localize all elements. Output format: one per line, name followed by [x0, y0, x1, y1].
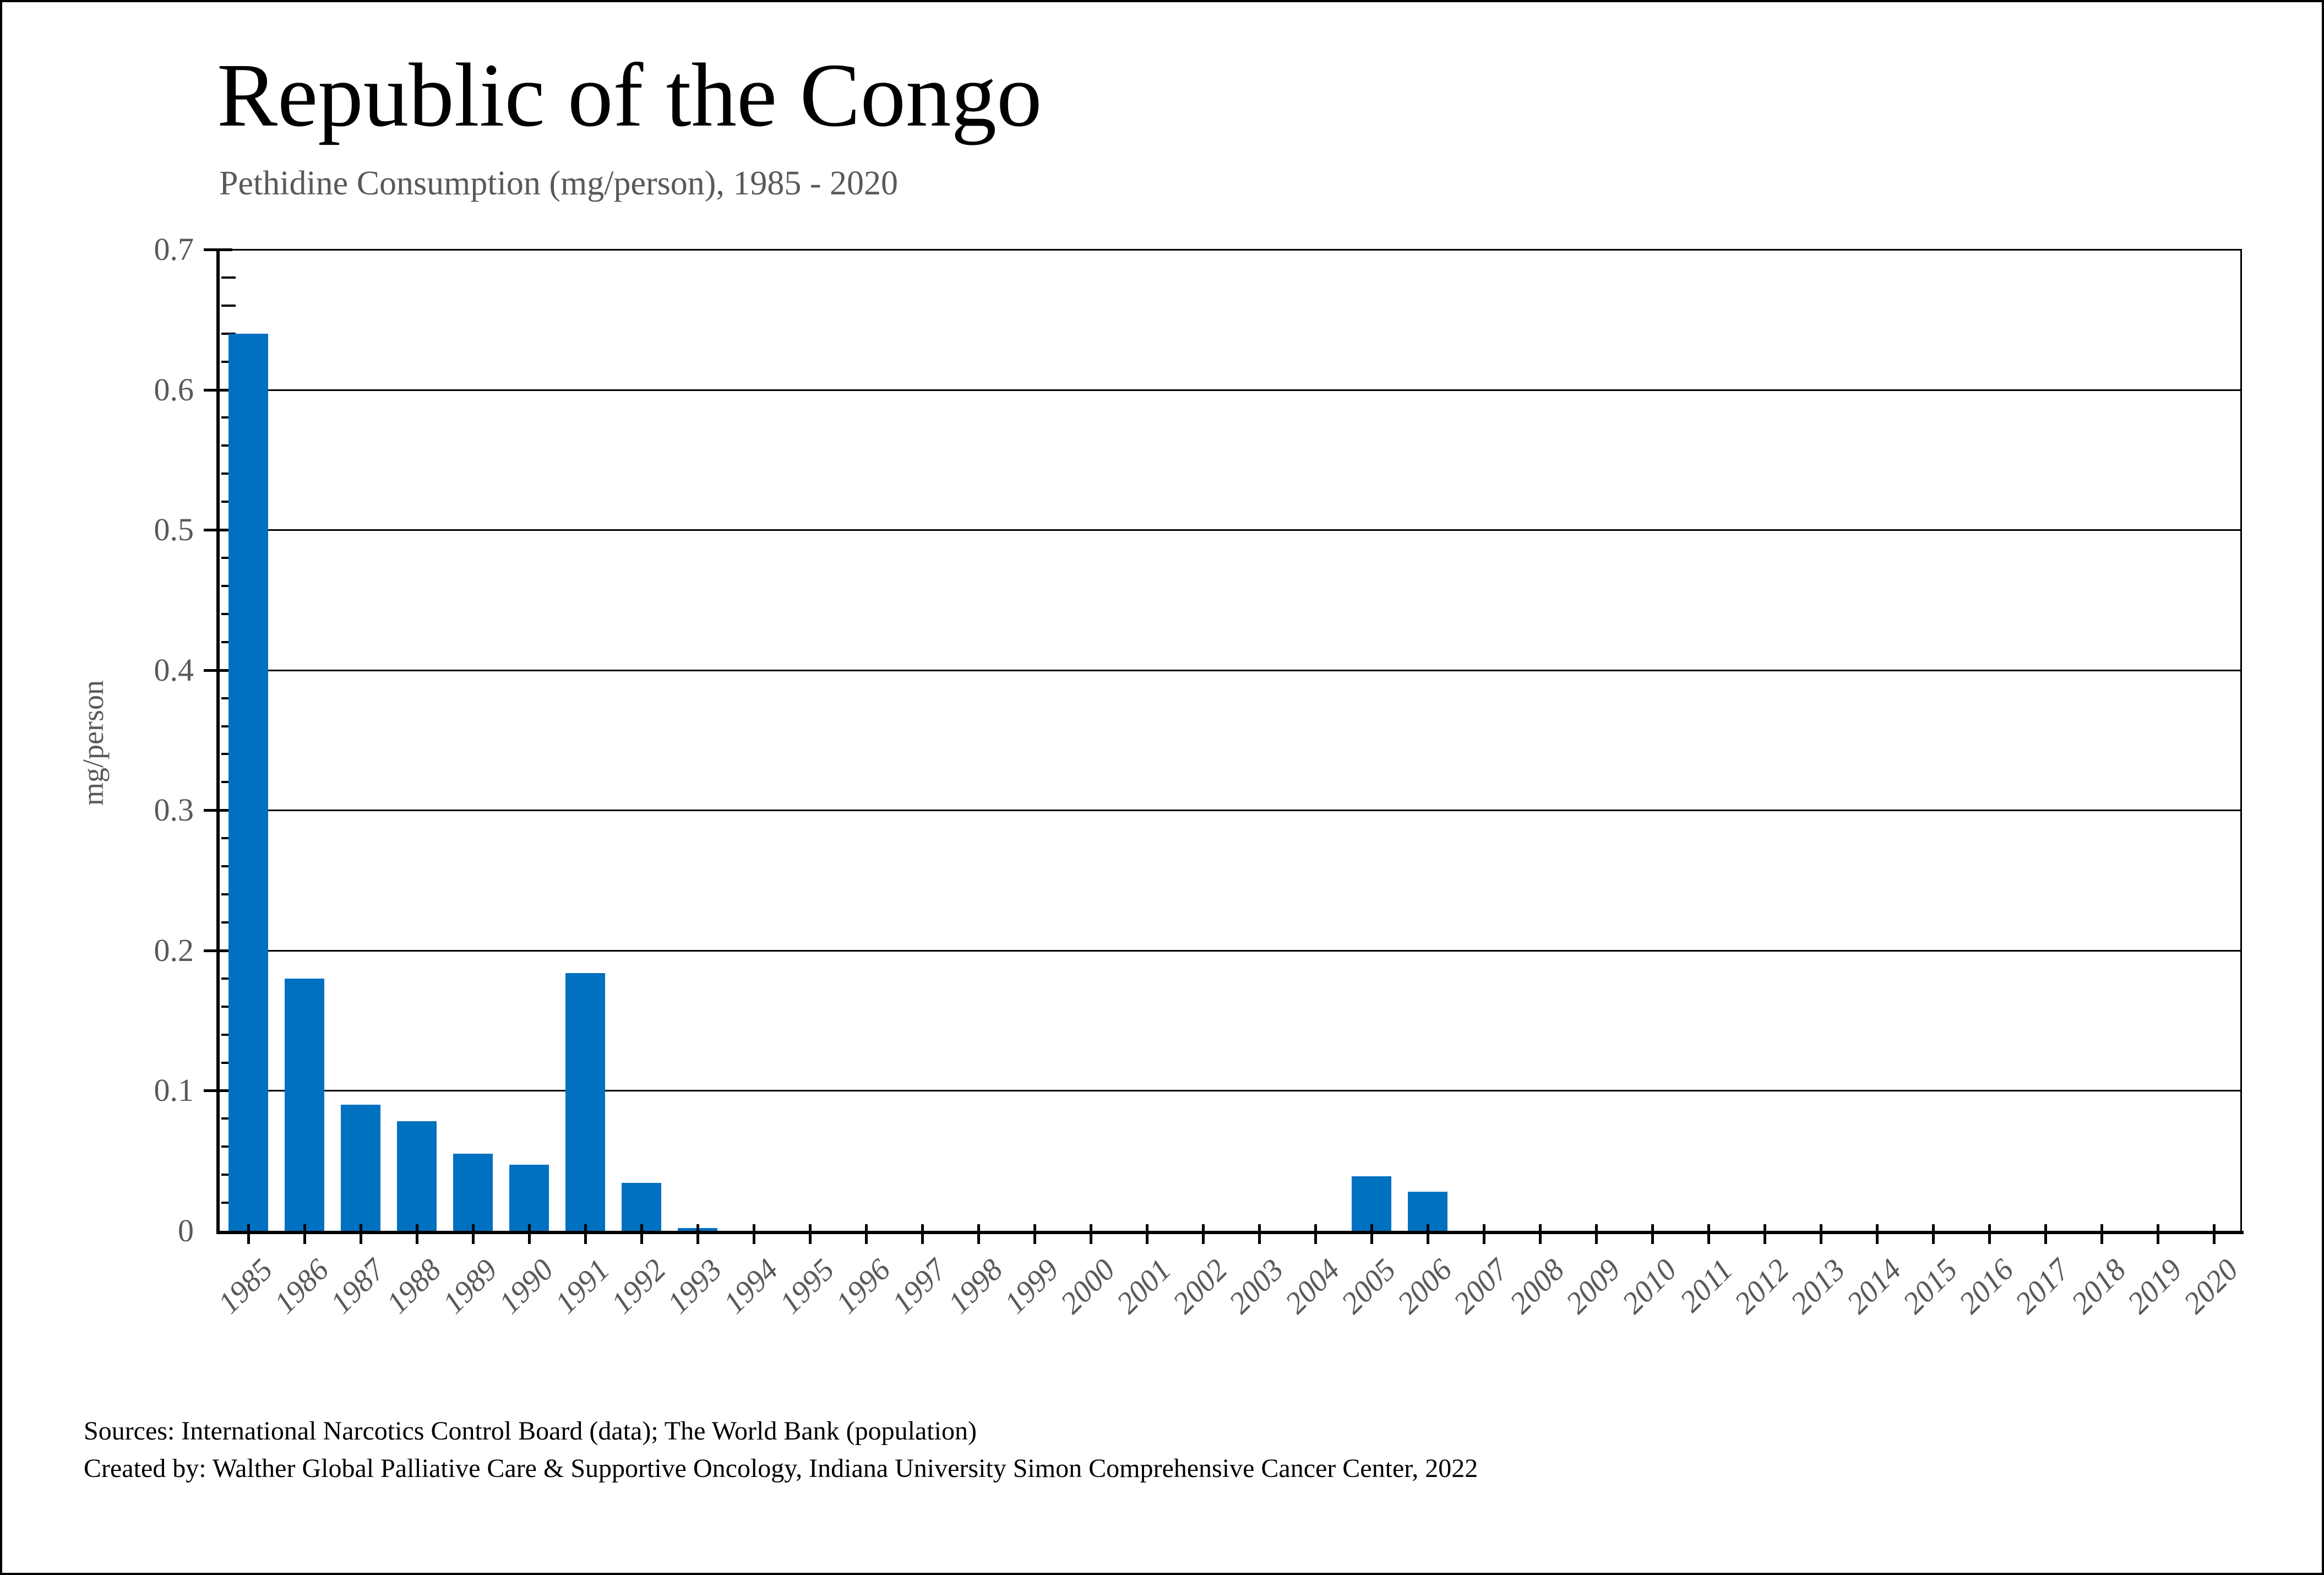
x-tick-2002	[1202, 1224, 1205, 1244]
bar-1986	[285, 979, 324, 1231]
x-tick-label-1997: 1997	[885, 1252, 954, 1321]
bar-1992	[622, 1183, 661, 1231]
x-tick-2016	[1988, 1224, 1991, 1244]
x-tick-label-2017: 2017	[2009, 1252, 2077, 1321]
chart-subtitle: Pethidine Consumption (mg/person), 1985 - 2020	[219, 165, 899, 202]
bar-1990	[509, 1165, 549, 1231]
x-tick-label-2009: 2009	[1559, 1252, 1628, 1321]
x-tick-2017	[2044, 1224, 2047, 1244]
x-tick-2014	[1876, 1224, 1879, 1244]
x-tick-label-2005: 2005	[1335, 1252, 1403, 1321]
x-tick-label-2007: 2007	[1447, 1252, 1515, 1321]
x-tick-2007	[1483, 1224, 1485, 1244]
x-tick-1997	[921, 1224, 924, 1244]
x-tick-2012	[1764, 1224, 1766, 1244]
x-tick-1989	[472, 1224, 475, 1244]
y-tick-label-0.2: 0.2	[154, 932, 194, 968]
x-tick-2018	[2100, 1224, 2103, 1244]
x-tick-2010	[1651, 1224, 1654, 1244]
x-tick-label-1987: 1987	[324, 1252, 392, 1321]
x-tick-2004	[1314, 1224, 1317, 1244]
bar-1987	[341, 1105, 380, 1231]
x-tick-label-1985: 1985	[211, 1252, 280, 1321]
x-tick-label-2012: 2012	[1728, 1252, 1796, 1321]
x-tick-1993	[696, 1224, 699, 1244]
x-tick-2005	[1370, 1224, 1373, 1244]
x-tick-1992	[640, 1224, 643, 1244]
y-tick-label-0.6: 0.6	[154, 371, 194, 408]
x-tick-label-1991: 1991	[548, 1252, 617, 1321]
gridline-0.3	[218, 810, 2242, 811]
x-tick-label-2018: 2018	[2065, 1252, 2133, 1321]
bar-1991	[565, 973, 605, 1231]
x-tick-label-2004: 2004	[1278, 1252, 1347, 1321]
x-tick-label-1994: 1994	[717, 1252, 785, 1321]
x-tick-label-2011: 2011	[1673, 1252, 1740, 1319]
y-minor-tick	[221, 305, 236, 307]
x-tick-2001	[1146, 1224, 1149, 1244]
sources-note: Sources: International Narcotics Control Board (data); The World Bank (population)	[84, 1416, 977, 1446]
gridline-0.1	[218, 1090, 2242, 1091]
plot-right-border	[2240, 249, 2242, 1234]
page-title: Republic of the Congo	[217, 45, 1042, 145]
x-tick-label-1998: 1998	[941, 1252, 1010, 1321]
x-tick-label-2015: 2015	[1896, 1252, 1964, 1321]
y-minor-tick	[221, 276, 236, 279]
x-tick-1991	[584, 1224, 587, 1244]
x-tick-1986	[303, 1224, 306, 1244]
x-tick-1990	[528, 1224, 531, 1244]
x-tick-label-2014: 2014	[1840, 1252, 1908, 1321]
x-tick-label-2020: 2020	[2177, 1252, 2245, 1321]
x-tick-label-2000: 2000	[1054, 1252, 1122, 1321]
x-tick-2003	[1258, 1224, 1261, 1244]
gridline-0.2	[218, 950, 2242, 952]
x-tick-2006	[1427, 1224, 1429, 1244]
credit-note: Created by: Walther Global Palliative Care & Supportive Oncology, Indiana University Simon Comprehensive Cancer Center, 2022	[84, 1454, 1478, 1483]
bar-1988	[397, 1121, 437, 1231]
x-tick-label-2002: 2002	[1166, 1252, 1234, 1321]
x-tick-label-2006: 2006	[1391, 1252, 1459, 1321]
x-tick-2008	[1539, 1224, 1542, 1244]
x-tick-label-1988: 1988	[380, 1252, 448, 1321]
y-tick-label-0.7: 0.7	[154, 231, 194, 267]
y-tick-label-0: 0	[178, 1213, 194, 1248]
x-tick-label-2008: 2008	[1503, 1252, 1571, 1321]
bar-2005	[1352, 1176, 1391, 1231]
x-tick-1999	[1033, 1224, 1036, 1244]
gridline-0.6	[218, 389, 2242, 391]
x-tick-1985	[247, 1224, 250, 1244]
x-tick-1988	[416, 1224, 418, 1244]
x-tick-label-2016: 2016	[1952, 1252, 2021, 1321]
bar-1989	[453, 1154, 493, 1231]
y-tick-label-0.3: 0.3	[154, 792, 194, 828]
x-tick-label-2019: 2019	[2121, 1252, 2189, 1321]
x-tick-label-1992: 1992	[605, 1252, 673, 1321]
x-tick-1995	[809, 1224, 812, 1244]
x-tick-label-1995: 1995	[773, 1252, 841, 1321]
x-tick-1994	[753, 1224, 755, 1244]
x-tick-2019	[2157, 1224, 2159, 1244]
x-tick-2009	[1595, 1224, 1598, 1244]
gridline-0.5	[218, 529, 2242, 531]
bar-1985	[228, 334, 268, 1231]
x-tick-label-1999: 1999	[998, 1252, 1066, 1321]
x-tick-label-1986: 1986	[268, 1252, 336, 1321]
gridline-0.4	[218, 670, 2242, 671]
x-tick-label-2001: 2001	[1110, 1252, 1178, 1321]
x-tick-2011	[1707, 1224, 1710, 1244]
x-tick-label-1989: 1989	[436, 1252, 504, 1321]
x-tick-1998	[977, 1224, 980, 1244]
x-tick-1987	[360, 1224, 362, 1244]
x-tick-label-2010: 2010	[1615, 1252, 1684, 1321]
x-axis-line	[216, 1231, 2244, 1234]
y-tick-label-0.4: 0.4	[154, 651, 194, 688]
y-tick-label-0.5: 0.5	[154, 512, 194, 548]
x-tick-2013	[1820, 1224, 1822, 1244]
x-tick-2015	[1932, 1224, 1935, 1244]
y-axis-line	[216, 249, 220, 1234]
x-tick-label-2013: 2013	[1784, 1252, 1852, 1321]
x-tick-label-1990: 1990	[492, 1252, 560, 1321]
x-tick-label-2003: 2003	[1222, 1252, 1291, 1321]
x-tick-2000	[1090, 1224, 1092, 1244]
x-tick-2020	[2213, 1224, 2216, 1244]
y-tick-label-0.1: 0.1	[154, 1072, 194, 1109]
y-axis-title: mg/person	[77, 680, 110, 806]
x-tick-label-1993: 1993	[661, 1252, 729, 1321]
gridline-0.7	[218, 249, 2242, 251]
x-tick-1996	[865, 1224, 868, 1244]
x-tick-label-1996: 1996	[829, 1252, 897, 1321]
